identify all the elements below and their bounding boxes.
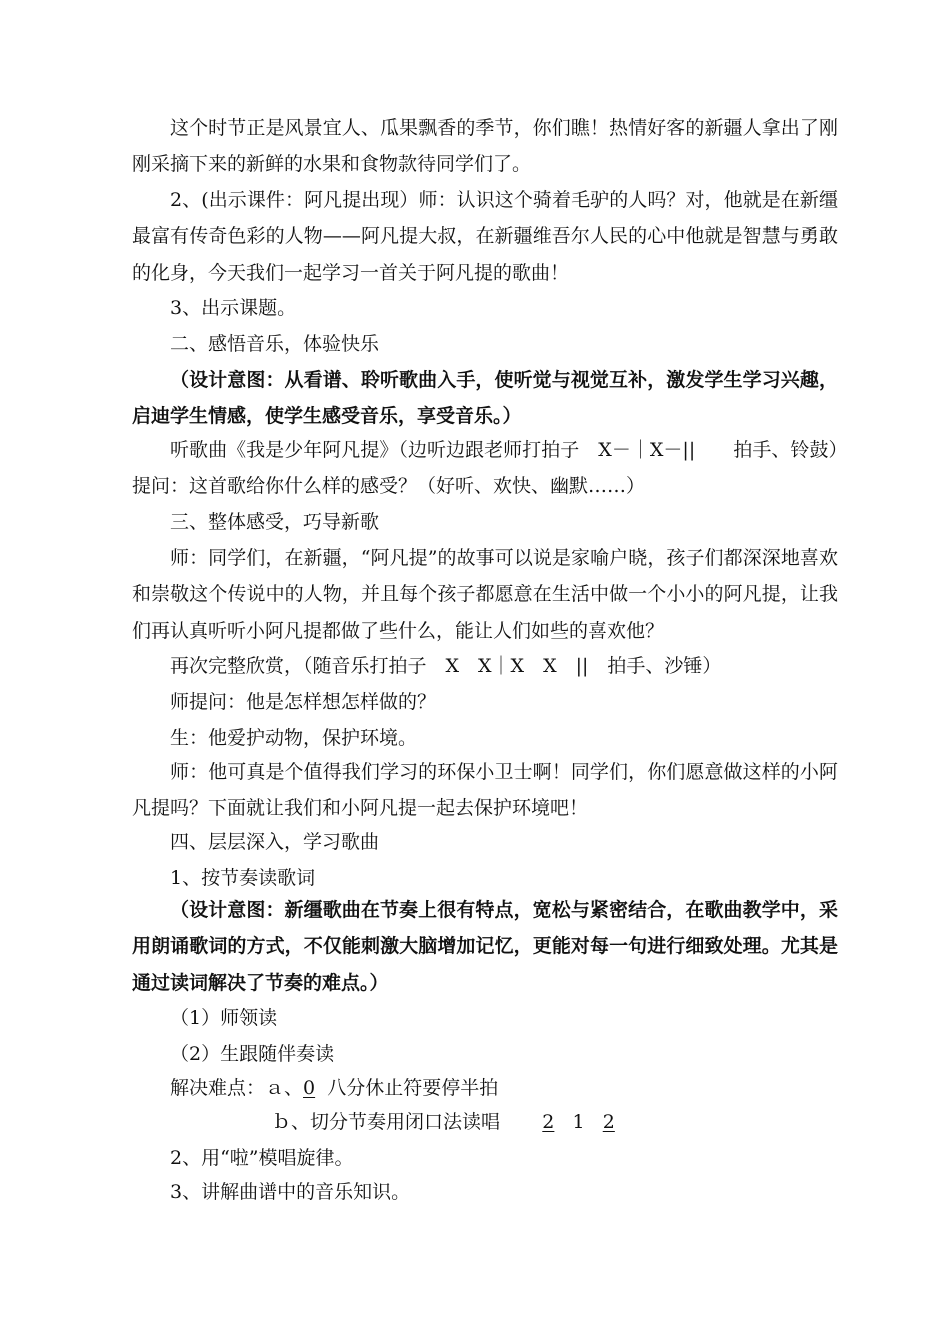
design-intent-2: （设计意图：新缰歌曲在节奏上很有特点，宽松与紧密结合，在歌曲教学中，采用朗诵歌词的方式，不仅能刺激大脑增加记忆，更能对每一句进行细致处理。尤其是通过读词解决了节奏的难点。） <box>132 899 838 994</box>
rest-note: 0 <box>303 1077 316 1099</box>
section-heading-2: 二、感悟音乐，体验快乐 <box>170 333 380 355</box>
paragraph-student-answer: 生：他爱护动物，保护环境。 <box>170 727 418 749</box>
paragraph-teacher-praise: 师：他可真是个值得我们学习的环保小卫士啊！同学们，你们愿意做这样的小阿凡提吗？下面就让我们和小阿凡提一起去保护环境吧！ <box>132 761 838 820</box>
difficulty-a-suffix: 八分休止符要停半拍 <box>327 1077 499 1099</box>
paragraph-difficulty-b <box>272 1104 615 1140</box>
section-heading-4: 四、层层深入，学习歌曲 <box>170 831 380 853</box>
syncopation-note-2: 1 <box>572 1111 585 1133</box>
paragraph-student-follow: （2）生跟随伴奏读 <box>170 1043 335 1065</box>
paragraph-step-2-hum: 2、用“啦”模唱旋律。 <box>170 1147 354 1169</box>
paragraph-teacher-lead: （1）师领读 <box>170 1007 278 1029</box>
design-intent-1: （设计意图：从看谱、聆听歌曲入手，使听觉与视觉互补，激发学生学习兴趣，启迪学生情感，使学生感受音乐，享受音乐。） <box>132 369 838 428</box>
syncopation-note-3: 2 <box>602 1111 615 1133</box>
paragraph-teacher-intro: 师：同学们，在新疆，“阿凡提”的故事可以说是家喻户晓，孩子们都深深地喜欢和崇敬这个传说中的人物，并且每个孩子都愿意在生活中做一个小小的阿凡提，让我们再认真听听小阿凡提都做了些什么，能让人们如些的喜欢他？ <box>132 547 838 642</box>
paragraph-step-3: 3、出示课题。 <box>170 297 297 319</box>
paragraph-intro: 这个时节正是风景宜人、瓜果飘香的季节，你们瞧！热情好客的新疆人拿出了刚刚采摘下来的新鲜的水果和食物款待同学们了。 <box>132 117 838 176</box>
section-heading-3: 三、整体感受，巧导新歌 <box>170 511 380 533</box>
paragraph-teacher-question: 师提问：他是怎样想怎样做的？ <box>170 691 437 713</box>
paragraph-step-3-knowledge: 3、讲解曲谱中的音乐知识。 <box>170 1181 411 1203</box>
paragraph-step-1-read: 1、按节奏读歌词 <box>170 867 316 889</box>
paragraph-listen-song: 听歌曲《我是少年阿凡提》（边听边跟老师打拍子 X－｜X－|| 拍手、铃鼓）提问：这首歌给你什么样的感受？（好听、欢快、幽默……） <box>132 439 838 498</box>
paragraph-step-2: 2、(出示课件：阿凡提出现）师：认识这个骑着毛驴的人吗？对，他就是在新缰最富有传奇色彩的人物——阿凡提大叔，在新疆维吾尔人民的心中他就是智慧与勇敢的化身，今天我们一起学习一首关于阿凡提的歌曲！ <box>132 189 838 284</box>
difficulty-a-prefix: 解决难点：ａ、 <box>170 1077 304 1099</box>
syncopation-note-1: 2 <box>542 1111 555 1133</box>
difficulty-b-text: ｂ、切分节奏用闭口法读唱 <box>272 1111 501 1133</box>
paragraph-difficulty-a <box>170 1070 498 1106</box>
paragraph-appreciate: 再次完整欣赏，（随音乐打拍子 X X｜X X || 拍手、沙锤） <box>170 655 722 677</box>
